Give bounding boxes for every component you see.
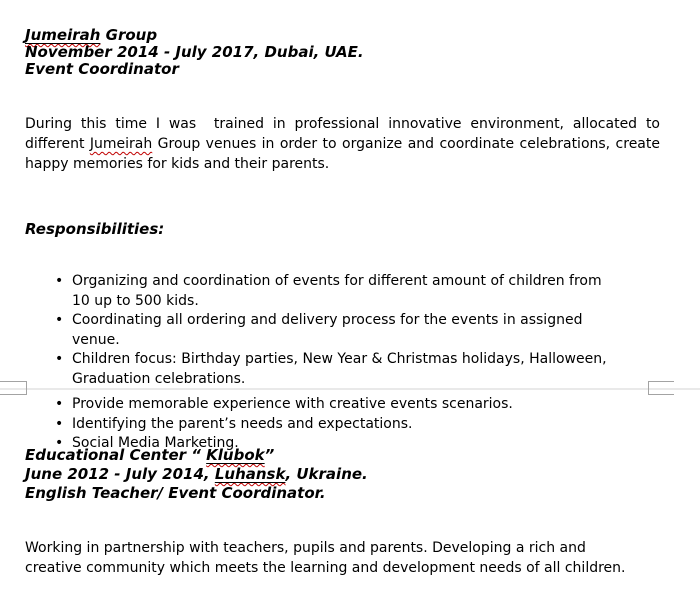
job1-company-line xyxy=(25,27,364,44)
bullet-item: • Identifying the parent’s needs and expectations. xyxy=(25,415,615,435)
job2-company-line xyxy=(25,446,368,465)
job2-summary-paragraph: Working in partnership with teachers, pupils and parents. Developing a rich and creative community which meets the learning and development needs of all children. xyxy=(25,540,626,576)
job1-summary-after: Group venues in order to organize and coordinate celebrations, create happy memories for kids and their parents. xyxy=(25,136,665,172)
job2-city: Luhansk xyxy=(214,465,286,483)
spellcheck-squiggle xyxy=(25,26,100,44)
job1-dates-location: November 2014 - July 2017, Dubai, UAE. xyxy=(25,43,364,61)
job1-summary-paragraph xyxy=(25,114,665,174)
job1-title: Event Coordinator xyxy=(25,60,179,78)
job1-company-name: Jumeirah xyxy=(25,26,101,44)
job1-heading-block xyxy=(25,27,364,78)
page-margin-bracket-right xyxy=(648,381,674,395)
job2-heading-block xyxy=(25,446,368,503)
job2-dates-after: , Ukraine. xyxy=(285,465,368,483)
job2-company-before: Educational Center “ xyxy=(25,446,207,464)
responsibilities-list-page1 xyxy=(25,272,615,389)
bullet-item: • Children focus: Birthday parties, New Year & Christmas holidays, Halloween, Graduation celebrations. xyxy=(25,350,615,389)
bullet-item: • Provide memorable experience with creative events scenarios. xyxy=(25,395,615,415)
job2-dates-before: June 2012 - July 2014, xyxy=(25,465,215,483)
job2-dates-line xyxy=(25,465,368,484)
bullet-item: • Organizing and coordination of events for different amount of children from 10 up to 500 kids. xyxy=(25,272,615,311)
job1-summary-word: Jumeirah xyxy=(89,136,153,152)
spellcheck-squiggle xyxy=(215,465,286,483)
page-margin-bracket-left xyxy=(0,381,27,395)
spellcheck-squiggle xyxy=(206,446,264,464)
job1-company-suffix: Group xyxy=(100,26,158,44)
job1-summary-before: During this time I was trained in professional innovative environment, allocated to different xyxy=(25,116,665,152)
job2-company-name: Klubok xyxy=(206,446,265,464)
job2-company-after: ” xyxy=(264,446,275,464)
bullet-item: • Social Media Marketing. xyxy=(25,434,615,454)
responsibilities-heading: Responsibilities: xyxy=(25,220,165,238)
spellcheck-squiggle xyxy=(90,136,152,152)
bullet-item: • Coordinating all ordering and delivery process for the events in assigned venue. xyxy=(25,311,615,350)
page-boundary-line xyxy=(0,388,700,390)
job2-title: English Teacher/ Event Coordinator. xyxy=(25,484,326,502)
responsibilities-list-page2 xyxy=(25,395,615,454)
